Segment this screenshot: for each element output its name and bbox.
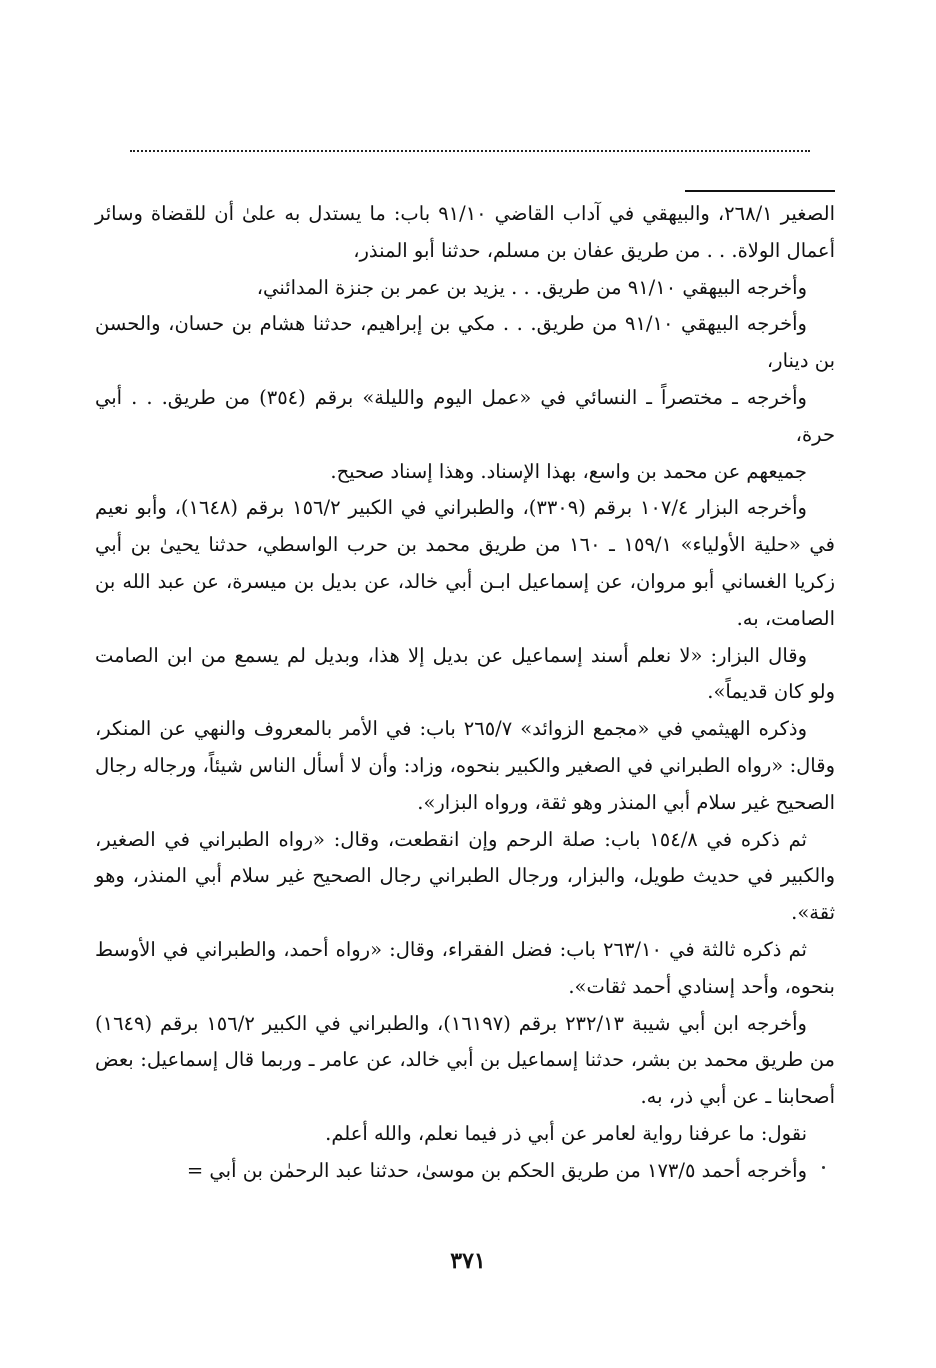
footnote-paragraph: وأخرجه البيهقي ٩١/١٠ من طريق. . . مكي بن إبراهيم، حدثنا هشام بن حسان، والحسن بن دينار،	[95, 312, 835, 373]
footnote-paragraph: وقال البزار: «لا نعلم أسند إسماعيل عن بديل إلا هذا، وبديل لم يسمع من ابن الصامت ولو كان قديماً».	[95, 643, 835, 704]
margin-mark	[822, 1166, 825, 1169]
footnote-paragraph: وأخرجه البزار ١٠٧/٤ برقم (٣٣٠٩)، والطبراني في الكبير ١٥٦/٢ برقم (١٦٤٨)، وأبو نعيم في «حلية الأولياء» ١٥٩/١ ـ ١٦٠ من طريق محمد بن حرب الواسطي، حدثنا يحيىٰ بن أبي زكريا الغساني أبو مروان، عن إسماعيل ابـن أبي خالد، عن بديل بن ميسرة، عن عبد الله بن الصامت، به.	[95, 496, 835, 630]
footnote-rule	[685, 190, 835, 192]
footnote-text	[95, 196, 835, 1190]
page-number: ٣٧١	[450, 1248, 486, 1274]
footnote-paragraph: الصغير ٢٦٨/١، والبيهقي في آداب القاضي ٩١/١٠ باب: ما يستدل به علىٰ أن للقضاة وسائر أعمال الولاة. . . من طريق عفان بن مسلم، حدثنا أبو المنذر،	[95, 202, 835, 262]
footnote-paragraph: ثم ذكره ثالثة في ٢٦٣/١٠ باب: فضل الفقراء، وقال: «رواه أحمد، والطبراني في الأوسط بنحوه، وأحد إسنادي أحمد ثقات».	[95, 937, 835, 998]
footnote-paragraph: وأخرجه أحمد ١٧٣/٥ من طريق الحكم بن موسىٰ، حدثنا عبد الرحمٰن بن أبي =	[186, 1158, 807, 1182]
footnote-paragraph: نقول: ما عرفنا رواية لعامر عن أبي ذر فيما نعلم، والله أعلم.	[325, 1121, 807, 1145]
footnote-paragraph: ثم ذكره في ١٥٤/٨ باب: صلة الرحم وإن انقطعت، وقال: «رواه الطبراني في الصغير، والكبير في حديث طويل، والبزار، ورجال الطبراني رجال الصحيح غير سلام أبي المنذر، وهو ثقة».	[95, 827, 835, 925]
footnote-paragraph: جميعهم عن محمد بن واسع، بهذا الإسناد. وهذا إسناد صحيح.	[330, 459, 807, 483]
footnote-paragraph: وأخرجه ابن أبي شيبة ٢٣٢/١٣ برقم (١٦١٩٧)، والطبراني في الكبير ١٥٦/٢ برقم (١٦٤٩) من طريق محمد بن بشر، حدثنا إسماعيل بن أبي خالد، عن عامر ـ وربما قال إسماعيل: بعض أصحابنا ـ عن أبي ذر، به.	[95, 1011, 835, 1109]
footnote-paragraph: وأخرجه ـ مختصراً ـ النسائي في «عمل اليوم والليلة» برقم (٣٥٤) من طريق. . . أبي حرة،	[95, 385, 835, 446]
footnote-paragraph: وأخرجه البيهقي ٩١/١٠ من طريق. . . يزيد بن عمر بن جنزة المدائني،	[256, 275, 807, 299]
footnote-paragraph: وذكره الهيثمي في «مجمع الزوائد» ٢٦٥/٧ باب: في الأمر بالمعروف والنهي عن المنكر، وقال: «رواه الطبراني في الصغير والكبير بنحوه، وزاد: وأن لا أسأل الناس شيئاً، ورجاله رجال الصحيح غير سلام أبي المنذر وهو ثقة، ورواه البزار».	[95, 717, 835, 814]
dotted-separator	[130, 150, 810, 162]
